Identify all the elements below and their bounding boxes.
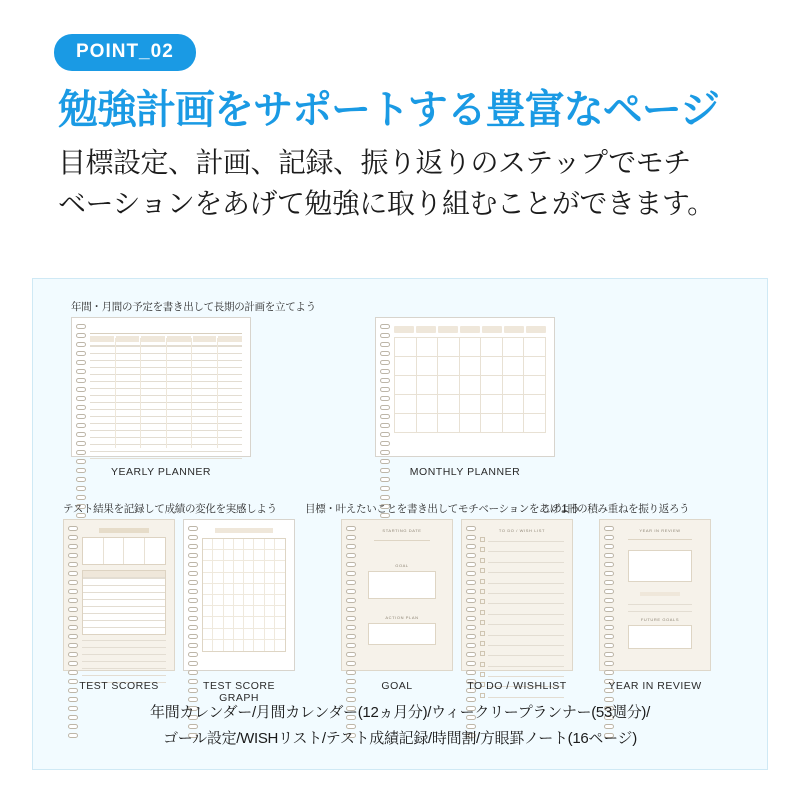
book-test-scores [63, 519, 175, 671]
spiral-binding-icon [188, 526, 197, 664]
test-scores-content [82, 528, 166, 662]
spiral-binding-icon [68, 526, 77, 664]
yearly-planner-content [90, 326, 242, 448]
contents-line-2: ゴール設定/WISHリスト/テスト成績記録/時間割/方眼罫ノート(16ページ) [163, 729, 637, 747]
caption-test: テスト結果を記録して成績の変化を実感しよう [63, 503, 277, 515]
book-label-test-score-graph: TEST SCORE GRAPH [203, 680, 275, 704]
book-label-test-scores: TEST SCORES [79, 680, 159, 692]
book-todo-wishlist [461, 519, 573, 671]
spiral-binding-icon [76, 324, 85, 450]
page-subcopy [58, 143, 768, 224]
caption-review: この1冊の積み重ねを振り返ろう [541, 503, 690, 515]
spiral-binding-icon [466, 526, 475, 664]
subcopy-line-2: ベーションをあげて勉強に取り組むことができます。 [58, 187, 715, 219]
spiral-binding-icon [380, 324, 389, 450]
book-label-todo: TO DO / WISHLIST [467, 680, 567, 692]
point-badge: POINT_02 [54, 34, 196, 71]
goal-action-label: ACTION PLAN [385, 615, 419, 620]
review-sub-title: FUTURE GOALS [640, 617, 680, 622]
goal-label: GOAL [395, 563, 409, 568]
test-score-graph-content [202, 528, 286, 662]
todo-content [480, 528, 564, 662]
book-yearly-planner [71, 317, 251, 457]
caption-goal: 目標・叶えたいことを書き出してモチベーションをあげよう [305, 503, 580, 515]
book-monthly-planner [375, 317, 555, 457]
monthly-planner-content [394, 326, 546, 448]
book-goal [341, 519, 453, 671]
goal-start-label: STARTING DATE [382, 528, 422, 533]
book-test-score-graph [183, 519, 295, 671]
goal-content [360, 528, 444, 662]
book-year-in-review [599, 519, 711, 671]
spiral-binding-icon [346, 526, 355, 664]
book-label-monthly: MONTHLY PLANNER [409, 466, 521, 478]
spiral-binding-icon [604, 526, 613, 664]
review-title: YEAR IN REVIEW [639, 528, 681, 533]
product-pages-panel [32, 278, 768, 770]
book-label-goal: GOAL [381, 680, 413, 692]
book-label-yearly: YEARLY PLANNER [111, 466, 211, 478]
todo-title: TO DO / WISH LIST [498, 528, 546, 533]
book-label-year-in-review: YEAR IN REVIEW [608, 680, 702, 692]
year-in-review-content [618, 528, 702, 662]
caption-top: 年間・月間の予定を書き出して長期の計画を立てよう [71, 301, 316, 313]
product-contents-list [33, 700, 767, 751]
contents-line-1: 年間カレンダー/月間カレンダー(12ヵ月分)/ウィークリープランナー(53週分)/ [150, 704, 650, 721]
subcopy-line-1: 目標設定、計画、記録、振り返りのステップでモチ [58, 147, 691, 178]
page-title: 勉強計画をサポートする豊富なページ [58, 88, 719, 132]
